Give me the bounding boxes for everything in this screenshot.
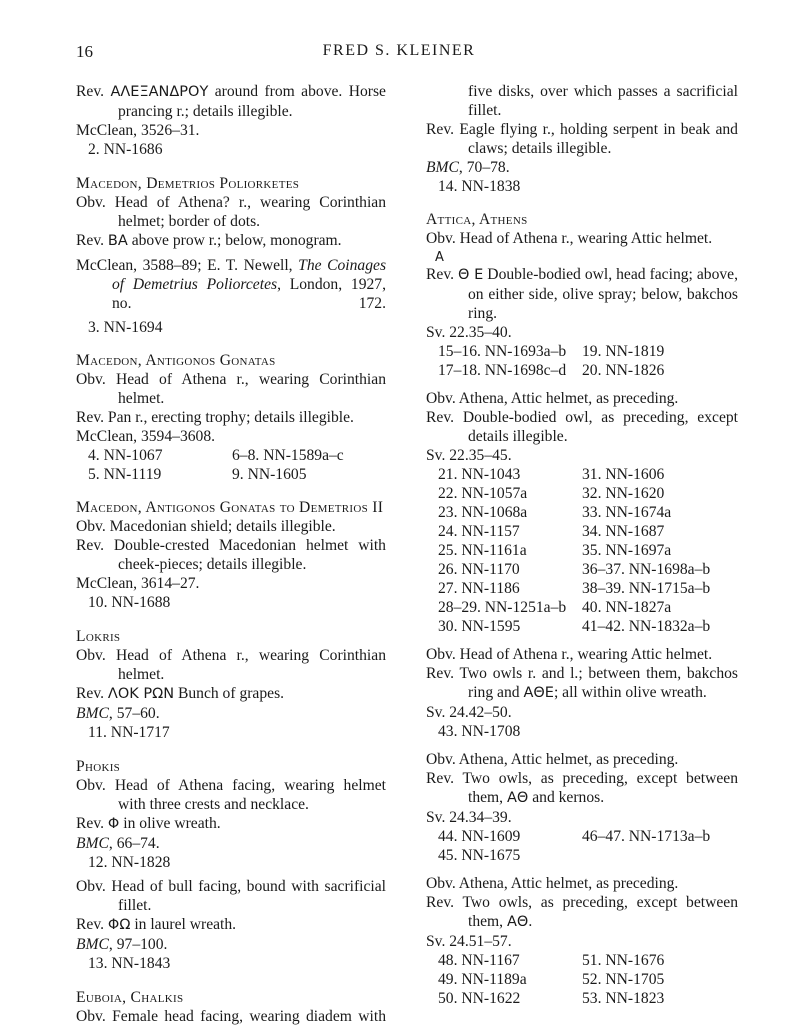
catalog-number: 21. NN-1043 <box>438 466 521 483</box>
catalog-number: 15–16. NN-1693a–b <box>438 343 567 360</box>
page-number: 16 <box>76 42 93 61</box>
catalog-number: 26. NN-1170 <box>438 561 520 578</box>
catalog-number: 20. NN-1826 <box>582 362 665 379</box>
catalog-number: 6–8. NN-1589a–c <box>232 447 344 464</box>
obverse-description: Obv. Head of Athena r., wearing Attic helmet. <box>426 646 713 663</box>
reverse-description: Rev. Two owls, as preceding, except between them, ΑΘ and kernos. <box>426 770 738 806</box>
catalog-number: 31. NN-1606 <box>582 466 665 483</box>
obverse-description: Obv. Head of Athena r., wearing Corinthian helmet. <box>76 371 386 407</box>
catalog-number: 49. NN-1189a <box>438 971 527 988</box>
catalog-number: 36–37. NN-1698a–b <box>582 561 711 578</box>
reference: Sv. 24.51–57. <box>426 933 512 950</box>
catalog-number: 43. NN-1708 <box>438 723 521 740</box>
catalog-number: 19. NN-1819 <box>582 343 665 360</box>
right-column <box>426 82 738 1008</box>
obverse-description: Obv. Macedonian shield; details illegible. <box>76 518 336 535</box>
catalog-number: 2. NN-1686 <box>88 141 163 158</box>
obverse-description: Obv. Head of Athena facing, wearing helmet with three crests and necklace. <box>76 777 386 813</box>
reference: McClean, 3526–31. <box>76 122 200 139</box>
catalog-number: 44. NN-1609 <box>438 828 521 845</box>
reverse-description: Rev. ΒΑ above prow r.; below, monogram. <box>76 232 342 249</box>
reference: Sv. 22.35–45. <box>426 447 512 464</box>
reference: McClean, 3614–27. <box>76 575 200 592</box>
reference: BMC, 57–60. <box>76 705 160 722</box>
section-heading: Macedon, Antigonos Gonatas <box>76 352 276 369</box>
catalog-number: 41–42. NN-1832a–b <box>582 618 711 635</box>
section-heading: Attica, Athens <box>426 211 528 228</box>
obverse-description: Obv. Athena, Attic helmet, as preceding. <box>426 875 679 892</box>
catalog-number-list <box>426 951 738 1008</box>
reference: BMC, 97–100. <box>76 936 168 953</box>
catalog-number-list <box>426 342 738 380</box>
reverse-description: Rev. Eagle flying r., holding serpent in beak and claws; details illegible. <box>426 121 738 157</box>
reference: Sv. 24.42–50. <box>426 704 512 721</box>
obverse-description: Obv. Head of Athena r., wearing Corinthian helmet. <box>76 647 386 683</box>
reference: McClean, 3588–89; E. T. Newell, The Coinages of Demetrius Poliorcetes, London, 1927, no. 172. <box>76 257 387 312</box>
obverse-continuation: five disks, over which passes a sacrificial fillet. <box>468 83 738 119</box>
catalog-number: 53. NN-1823 <box>582 990 665 1007</box>
section-heading: Macedon, Demetrios Poliorketes <box>76 175 300 192</box>
catalog-number: 9. NN-1605 <box>232 466 307 483</box>
catalog-number: 10. NN-1688 <box>88 594 171 611</box>
catalog-number: 13. NN-1843 <box>88 955 171 972</box>
reverse-description: Rev. Φ in olive wreath. <box>76 815 221 832</box>
catalog-number: 33. NN-1674a <box>582 504 672 521</box>
catalog-number-list <box>426 465 738 636</box>
obverse-description: Obv. Head of bull facing, bound with sacrificial fillet. <box>76 878 387 914</box>
reverse-description: Rev. Pan r., erecting trophy; details illegible. <box>76 409 354 426</box>
catalog-number <box>582 846 732 865</box>
catalog-number: 40. NN-1827a <box>582 599 672 616</box>
reverse-description: Rev. Double-bodied owl, as preceding, except details illegible. <box>426 409 738 445</box>
catalog-number: 27. NN-1186 <box>438 580 520 597</box>
reference: BMC, 66–74. <box>76 835 160 852</box>
catalog-number: 25. NN-1161a <box>438 542 527 559</box>
reverse-description: Rev. Double-crested Macedonian helmet with cheek-pieces; details illegible. <box>76 537 386 573</box>
running-head: FRED S. KLEINER <box>322 42 476 59</box>
catalog-number: 11. NN-1717 <box>88 724 170 741</box>
catalog-number: 48. NN-1167 <box>438 952 520 969</box>
catalog-number: 28–29. NN-1251a–b <box>438 599 567 616</box>
section-heading: Lokris <box>76 628 121 645</box>
reference: Sv. 24.34–39. <box>426 809 512 826</box>
catalog-number-list <box>76 446 386 484</box>
catalog-number-list <box>426 827 738 865</box>
catalog-number: 14. NN-1838 <box>438 178 521 195</box>
catalog-number: 4. NN-1067 <box>88 447 163 464</box>
catalog-number: 5. NN-1119 <box>88 466 162 483</box>
catalog-number: 38–39. NN-1715a–b <box>582 580 711 597</box>
catalog-number: 22. NN-1057a <box>438 485 528 502</box>
obverse-description: Obv. Athena, Attic helmet, as preceding. <box>426 390 679 407</box>
catalog-number: 51. NN-1676 <box>582 952 665 969</box>
catalog-number: 35. NN-1697a <box>582 542 672 559</box>
catalog-number: 32. NN-1620 <box>582 485 665 502</box>
reference: Sv. 22.35–40. <box>426 324 512 341</box>
catalog-number: 3. NN-1694 <box>88 319 163 336</box>
left-column <box>76 82 386 1026</box>
catalog-number: 23. NN-1068a <box>438 504 528 521</box>
catalog-number: 46–47. NN-1713a–b <box>582 828 711 845</box>
catalog-number: 24. NN-1157 <box>438 523 520 540</box>
reverse-description: Rev. ΛΟΚ ΡΩΝ Bunch of grapes. <box>76 685 285 702</box>
reverse-description: Rev. Two owls, as preceding, except between them, ΑΘ. <box>426 894 738 930</box>
section-heading: Euboia, Chalkis <box>76 989 184 1006</box>
catalog-number: 34. NN-1687 <box>582 523 665 540</box>
obverse-description: Obv. Female head facing, wearing diadem with <box>76 1008 386 1025</box>
reference: BMC, 70–78. <box>426 159 510 176</box>
catalog-number: 12. NN-1828 <box>88 854 171 871</box>
catalog-number: 52. NN-1705 <box>582 971 665 988</box>
reverse-description: Α Rev. Θ Ε Double-bodied owl, head facing; above, on either side, olive spray; below, bakchos ring. <box>426 250 738 322</box>
reverse-description: Rev. ΑΛΕΞΑΝΔΡΟΥ around from above. Horse prancing r.; details illegible. <box>76 83 386 120</box>
section-heading: Phokis <box>76 758 121 775</box>
obverse-description: Obv. Athena, Attic helmet, as preceding. <box>426 751 679 768</box>
catalog-number: 30. NN-1595 <box>438 618 521 635</box>
obverse-description: Obv. Head of Athena? r., wearing Corinthian helmet; border of dots. <box>76 194 386 230</box>
section-heading: Macedon, Antigonos Gonatas to Demetrios II <box>76 499 384 516</box>
catalog-number: 50. NN-1622 <box>438 990 521 1007</box>
reverse-description: Rev. Two owls r. and l.; between them, bakchos ring and ΑΘΕ; all within olive wreath. <box>426 665 738 701</box>
reverse-description: Rev. ΦΩ in laurel wreath. <box>76 916 237 933</box>
catalog-number: 45. NN-1675 <box>438 847 521 864</box>
obverse-description: Obv. Head of Athena r., wearing Attic helmet. <box>426 230 713 247</box>
catalog-number: 17–18. NN-1698c–d <box>438 362 567 379</box>
reference: McClean, 3594–3608. <box>76 428 216 445</box>
